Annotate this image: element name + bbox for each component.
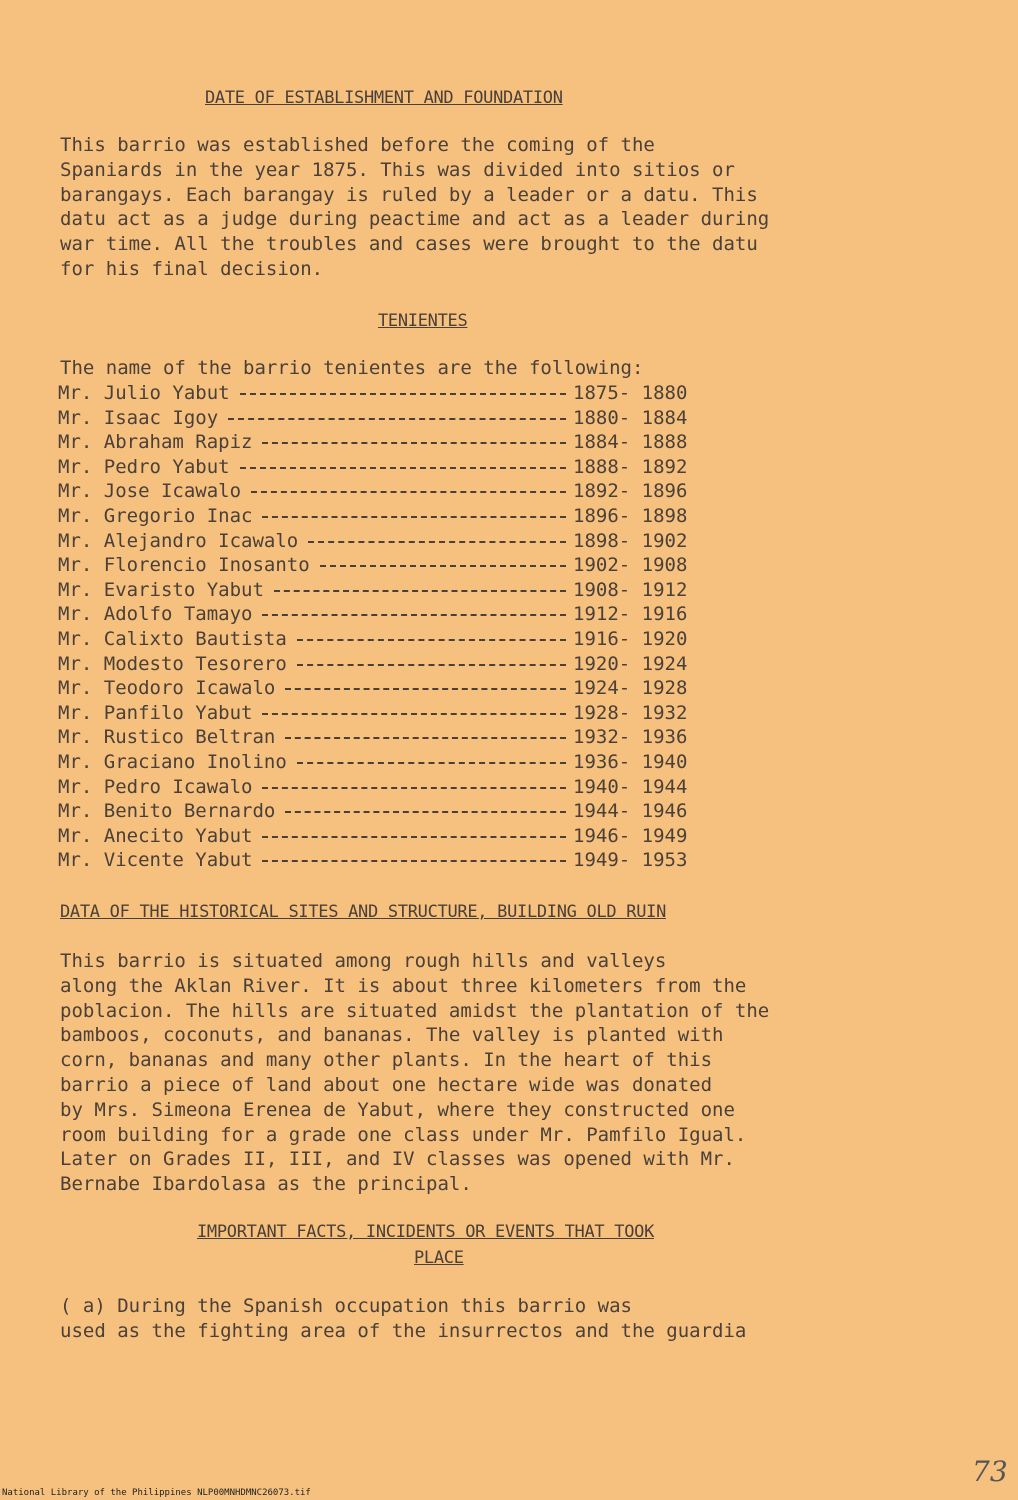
teniente-years: 1902- 1908 <box>573 554 688 577</box>
teniente-name: Mr. Modesto Tesorero <box>58 652 287 675</box>
leader-dashes <box>240 467 566 469</box>
leader-dashes <box>297 762 566 764</box>
teniente-years: 1908- 1912 <box>573 578 688 601</box>
teniente-years: 1920- 1924 <box>573 652 688 675</box>
leader-dashes <box>262 836 566 838</box>
teniente-years: 1875- 1880 <box>573 382 688 404</box>
teniente-row <box>58 775 758 800</box>
teniente-years: 1949- 1953 <box>573 849 688 872</box>
teniente-name: Mr. Evaristo Yabut <box>58 578 264 601</box>
paragraph-establishment: This barrio was established before the coming of the Spaniards in the year 1875. This was divided into sitios or barangays. Each barangay is ruled by a leader or a datu. This datu act as a judge during peactime and act as a leader during war time. All the troubles and cases were brought to the datu for his final decision. <box>60 134 770 280</box>
teniente-row <box>58 824 758 849</box>
leader-dashes <box>297 639 566 641</box>
teniente-name: Mr. Pedro Yabut <box>58 455 230 478</box>
teniente-row <box>58 455 758 480</box>
teniente-name: Mr. Isaac Igoy <box>58 406 219 429</box>
teniente-row <box>58 504 758 529</box>
teniente-years: 1916- 1920 <box>573 627 688 650</box>
teniente-name: Mr. Alejandro Icawalo <box>58 529 299 552</box>
leader-dashes <box>297 664 566 666</box>
leader-dashes <box>228 418 566 420</box>
teniente-years: 1888- 1892 <box>573 455 688 478</box>
teniente-years: 1932- 1936 <box>573 726 688 749</box>
teniente-years: 1912- 1916 <box>573 603 688 626</box>
teniente-name: Mr. Gregorio Inac <box>58 504 253 527</box>
leader-dashes <box>285 688 566 690</box>
teniente-row <box>58 529 758 554</box>
leader-dashes <box>285 811 566 813</box>
teniente-name: Mr. Abraham Rapiz <box>58 431 253 454</box>
leader-dashes <box>320 565 566 567</box>
teniente-row <box>58 430 758 455</box>
heading-important-line1: IMPORTANT FACTS, INCIDENTS OR EVENTS THAT TOOK <box>197 1222 655 1242</box>
leader-dashes <box>240 393 566 395</box>
leader-dashes <box>308 541 566 543</box>
teniente-row <box>58 750 758 775</box>
teniente-name: Mr. Anecito Yabut <box>58 824 253 847</box>
teniente-row <box>58 553 758 578</box>
leader-dashes <box>262 442 566 444</box>
leader-dashes <box>251 491 566 493</box>
teniente-row <box>58 676 758 701</box>
teniente-name: Mr. Graciano Inolino <box>58 750 287 773</box>
page-number-mark: 73 <box>972 1455 1008 1488</box>
teniente-name: Mr. Panfilo Yabut <box>58 701 253 724</box>
heading-historical: DATA OF THE HISTORICAL SITES AND STRUCTURE, BUILDING OLD RUIN <box>60 902 667 922</box>
teniente-years: 1884- 1888 <box>573 431 688 454</box>
teniente-name: Mr. Jose Icawalo <box>58 480 242 503</box>
teniente-row <box>58 578 758 603</box>
teniente-row <box>58 602 758 627</box>
teniente-name: Mr. Rustico Beltran <box>58 726 276 749</box>
teniente-row <box>58 627 758 652</box>
teniente-row <box>58 479 758 504</box>
leader-dashes <box>285 737 566 739</box>
heading-important-line2: PLACE <box>414 1248 464 1268</box>
teniente-row <box>58 701 758 726</box>
leader-dashes <box>262 516 566 518</box>
tenientes-list <box>58 381 758 873</box>
leader-dashes <box>262 614 566 616</box>
teniente-name: Mr. Vicente Yabut <box>58 849 253 872</box>
leader-dashes <box>274 590 566 592</box>
teniente-years: 1896- 1898 <box>573 504 688 527</box>
teniente-name: Mr. Florencio Inosanto <box>58 554 310 577</box>
teniente-name: Mr. Benito Bernardo <box>58 800 276 823</box>
leader-dashes <box>262 713 566 715</box>
teniente-row <box>58 406 758 431</box>
teniente-years: 1944- 1946 <box>573 800 688 823</box>
teniente-name: Mr. Adolfo Tamayo <box>58 603 253 626</box>
teniente-years: 1892- 1896 <box>573 480 688 503</box>
teniente-years: 1936- 1940 <box>573 750 688 773</box>
teniente-name: Mr. Teodoro Icawalo <box>58 677 276 700</box>
archive-footer: National Library of the Philippines NLP00MNHDMNC26073.tif <box>2 1488 311 1498</box>
paragraph-tenientes-intro: The name of the barrio tenientes are the following: <box>60 357 644 379</box>
teniente-years: 1946- 1949 <box>573 824 688 847</box>
heading-tenientes: TENIENTES <box>378 311 468 331</box>
teniente-years: 1928- 1932 <box>573 701 688 724</box>
teniente-years: 1898- 1902 <box>573 529 688 552</box>
leader-dashes <box>262 787 566 789</box>
teniente-row <box>58 725 758 750</box>
teniente-name: Mr. Pedro Icawalo <box>58 775 253 798</box>
leader-dashes <box>262 860 566 862</box>
teniente-row <box>58 799 758 824</box>
teniente-years: 1924- 1928 <box>573 677 688 700</box>
teniente-row <box>58 381 758 406</box>
paragraph-historical: This barrio is situated among rough hills and valleys along the Aklan River. It is about three kilometers from the poblacion. The hills are situated amidst the plantation of the bamboos, coconuts, and bananas. The valley is planted with corn, bananas and many other plants. In the heart of this barrio a piece of land about one hectare wide was donated by Mrs. Simeona Erenea de Yabut, where they constructed one room building for a grade one class under Mr. Pamfilo Igual. Later on Grades II, III, and IV classes was opened with Mr. Bernabe Ibardolasa as the principal. <box>60 950 770 1196</box>
teniente-row <box>58 652 758 677</box>
teniente-name: Mr. Julio Yabut <box>58 382 230 404</box>
teniente-years: 1940- 1944 <box>573 775 688 798</box>
heading-establishment: DATE OF ESTABLISHMENT AND FOUNDATION <box>205 88 563 108</box>
teniente-row <box>58 848 758 873</box>
teniente-years: 1880- 1884 <box>573 406 688 429</box>
teniente-name: Mr. Calixto Bautista <box>58 627 287 650</box>
paragraph-important-a: ( a) During the Spanish occupation this barrio was used as the fighting area of the insurrectos and the guardia <box>60 1295 747 1342</box>
